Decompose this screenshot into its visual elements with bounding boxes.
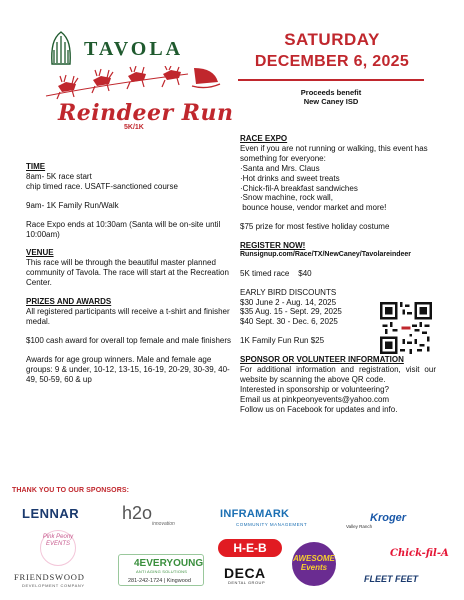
sponsor-awesome-events-logo: AWESOME Events <box>292 542 336 586</box>
register-heading[interactable]: REGISTER NOW! <box>240 241 306 251</box>
event-date: DECEMBER 6, 2025 <box>254 53 410 70</box>
proceeds-line-2: New Caney ISD <box>303 97 359 106</box>
sponsor-4everyoung-phone: 281-242-1724 | Kingwood <box>128 578 191 584</box>
prizes-heading: PRIZES AND AWARDS <box>26 297 112 307</box>
early-bird-heading: EARLY BIRD DISCOUNTS <box>240 287 337 297</box>
prizes-text-1: All registered participants will receive a t-shirt and finisher medal. <box>26 306 230 326</box>
proceeds-note <box>268 88 394 106</box>
sponsor-kroger-logo: Kroger <box>370 512 407 524</box>
expo-intro: Even if you are not running or walking, this event has something for everyone: <box>240 143 428 163</box>
prizes-text-3: Awards for age group winners. Male and female age groups: 9 & under, 10-12, 13-15, 16-19, 20-29, 30-39, 40-49, 50-59, 60 & up <box>26 354 230 384</box>
sponsor-4everyoung-logo: 4EVERYOUNG <box>134 558 204 569</box>
facebook-note: Follow us on Facebook for updates and info. <box>240 404 398 414</box>
sponsor-friendswood-logo: FRIENDSWOOD <box>14 572 85 582</box>
event-title: Reindeer Run <box>58 100 234 126</box>
time-line-1: 8am- 5K race start <box>26 171 92 181</box>
sponsor-info-heading: SPONSOR OR VOLUNTEER INFORMATION <box>240 355 404 365</box>
event-day: SATURDAY <box>284 30 380 49</box>
expo-item: ·Snow machine, rock wall, <box>240 193 333 203</box>
expo-heading: RACE EXPO <box>240 134 288 143</box>
sponsors-heading-text: THANK YOU TO OUR SPONSORS: <box>12 487 130 494</box>
time-family: 9am- 1K Family Run/Walk <box>26 200 119 210</box>
sponsor-interest: Interested in sponsorship or volunteering? <box>240 384 389 394</box>
early-bird-tier: $35 Aug. 15 - Sept. 29, 2025 <box>240 307 342 317</box>
contact-email[interactable]: Email us at pinkpeonyevents@yahoo.com <box>240 394 390 404</box>
venue-text: This race will be through the beautiful master planned community of Tavola. The race will start at the Recreation Center. <box>26 258 229 288</box>
sponsor-heb-logo: H-E-B <box>218 539 282 557</box>
qr-code-icon[interactable] <box>380 302 432 354</box>
sponsor-lennar-logo: LENNAR <box>22 506 80 521</box>
sponsor-pink-peony-logo: Pink Peony EVENTS <box>42 534 74 547</box>
venue-heading: VENUE <box>26 248 54 258</box>
expo-item: ·Santa and Mrs. Claus <box>240 163 320 173</box>
proceeds-line-1: Proceeds benefit <box>300 88 362 97</box>
sponsors-heading <box>12 487 129 496</box>
sponsor-valley-ranch: Valley Ranch <box>346 524 373 529</box>
time-line-2: chip timed race. USATF-sanctioned course <box>26 181 178 191</box>
left-column <box>26 162 236 384</box>
expo-item: bounce house, vendor market and more! <box>240 203 387 213</box>
sponsor-inframark-tagline: COMMUNITY MANAGEMENT <box>236 522 308 527</box>
sponsor-h2o-tagline: innovation <box>152 521 175 527</box>
sponsor-fleet-feet-logo: FLEET FEET <box>364 574 418 584</box>
time-expo: Race Expo ends at 10:30am (Santa will be on-site until 10:00am) <box>26 219 221 239</box>
prizes-text-2: $100 cash award for overall top female and male finishers <box>26 335 231 345</box>
right-column <box>240 134 436 415</box>
expo-item: ·Hot drinks and sweet treats <box>240 173 340 183</box>
register-link[interactable]: Runsignup.com/Race/TX/NewCaney/Tavolareindeer <box>240 251 412 259</box>
early-bird-tier: $30 June 2 - Aug. 14, 2025 <box>240 297 337 307</box>
tavola-tree-logo-icon <box>48 30 74 66</box>
timed-race-price: 5K timed race $40 <box>240 268 312 278</box>
family-run-price: 1K Family Fun Run $25 <box>240 336 325 346</box>
sponsor-friendswood-tagline: DEVELOPMENT COMPANY <box>22 583 85 588</box>
time-heading: TIME <box>26 162 46 171</box>
date-divider <box>238 79 424 81</box>
sponsor-inframark-logo: INFRAMARK <box>220 508 290 520</box>
sponsor-deca-logo: DECA <box>224 565 266 581</box>
sponsor-4everyoung-tagline: ANTI AGING SOLUTIONS <box>136 569 188 574</box>
sponsor-h2o-logo: h2o <box>122 503 153 523</box>
costume-prize: $75 prize for most festive holiday costume <box>240 222 390 232</box>
early-bird-tier: $40 Sept. 30 - Dec. 6, 2025 <box>240 317 338 327</box>
sponsor-info-text: For additional information and registration, visit our website by scanning the above QR code. <box>240 365 436 384</box>
sponsor-chickfila-logo: Chick-fil-A <box>390 548 449 559</box>
sponsor-deca-tagline: DENTAL GROUP <box>228 580 266 585</box>
event-distances: 5K/1K <box>124 124 144 131</box>
brand-logo: TAVOLA <box>84 38 184 60</box>
expo-item: ·Chick-fil-A breakfast sandwiches <box>240 183 358 193</box>
